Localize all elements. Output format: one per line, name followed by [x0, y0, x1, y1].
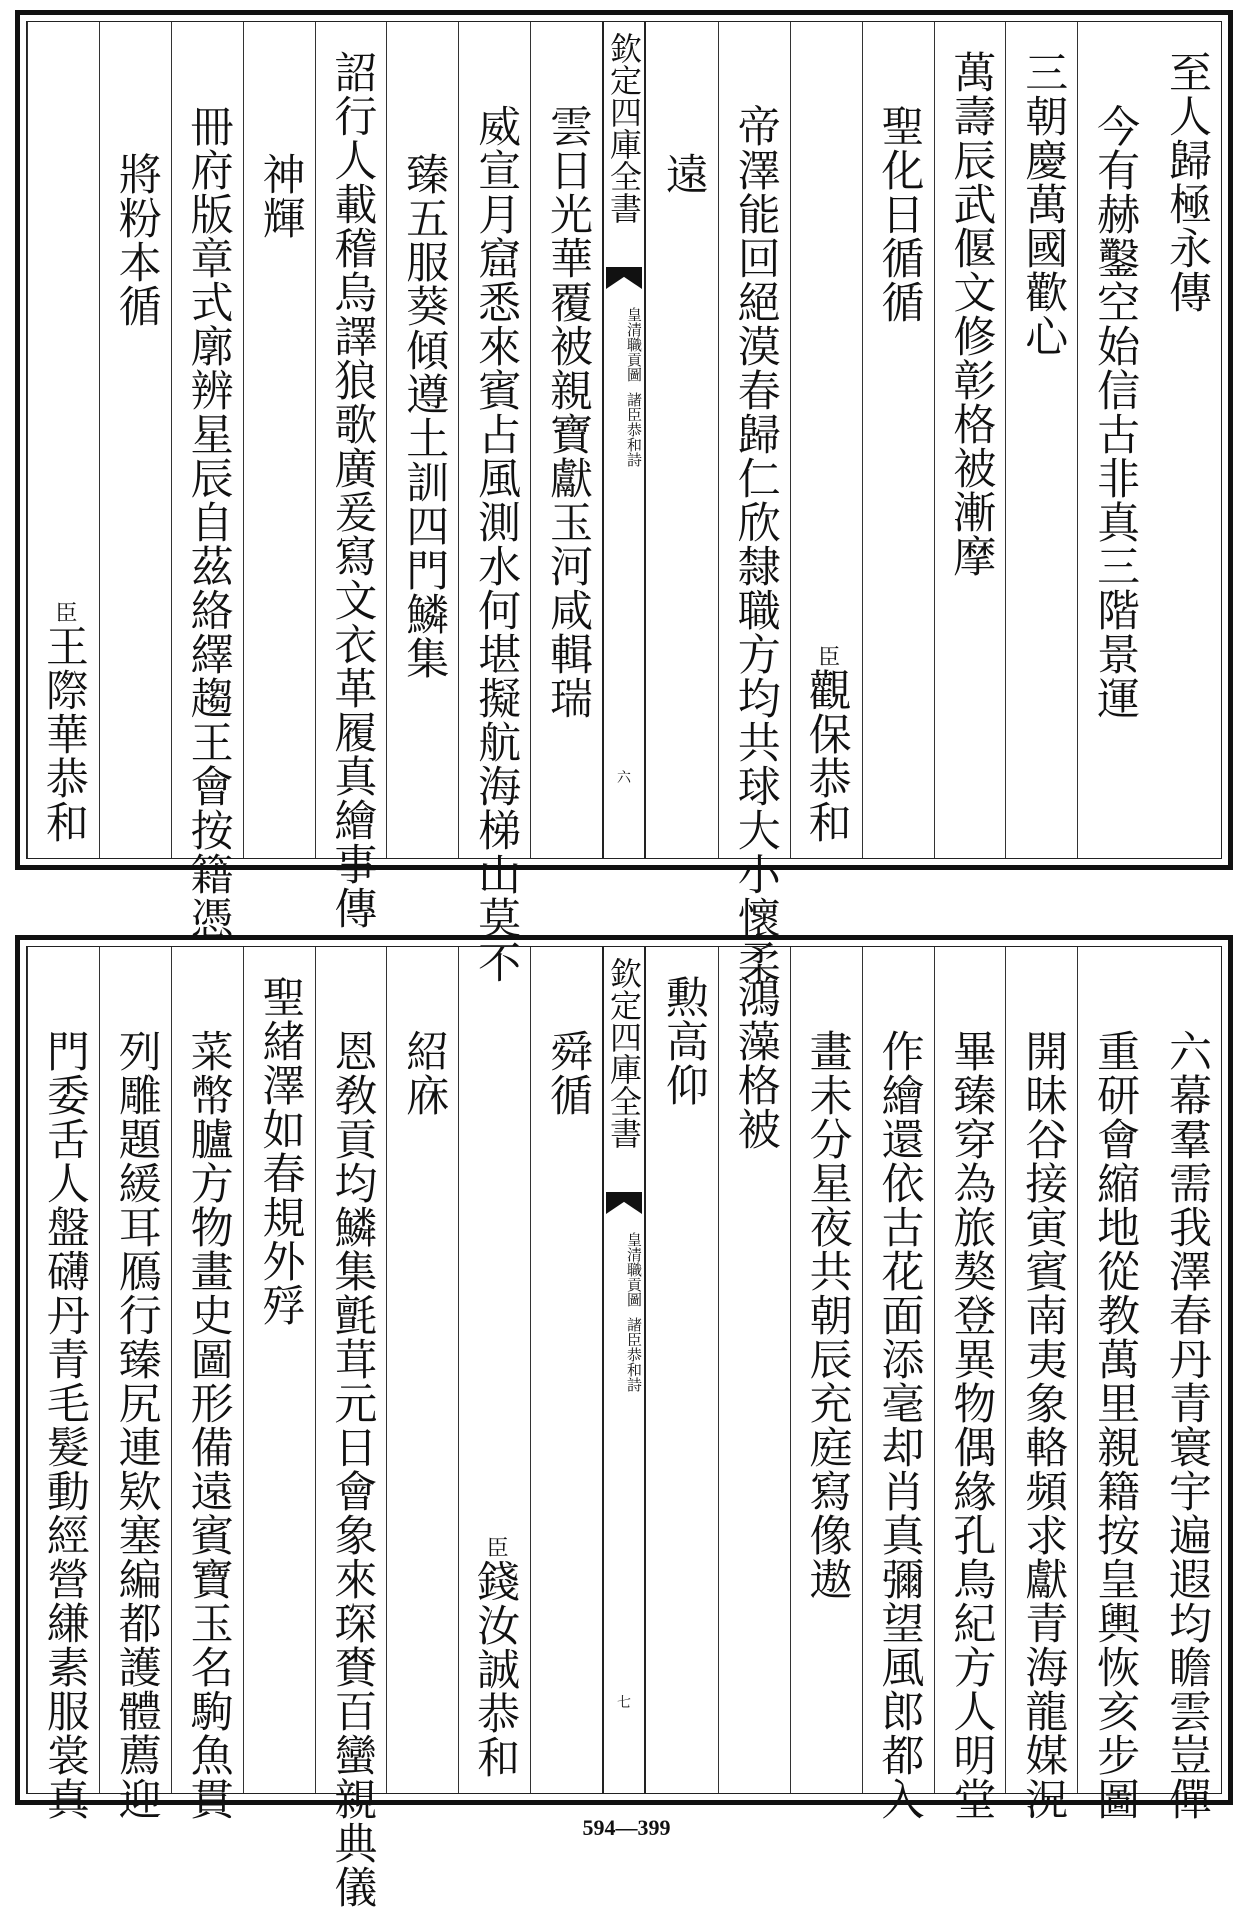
centre-fold-strip [602, 947, 646, 1793]
text-column [27, 22, 99, 858]
column-text: 三朝慶萬國歡心 [1018, 50, 1069, 358]
text-column [1077, 22, 1149, 858]
column-text: 詔行人載稽烏譯狼歌廣爰寫文衣革履真繪事傳 [327, 50, 378, 930]
signature [28, 601, 99, 844]
column-text: 勲高仰 [658, 975, 709, 1107]
column-text: 聖化日循循 [874, 104, 925, 324]
minister-name: 王際華恭和 [38, 624, 89, 844]
text-column [1077, 947, 1149, 1821]
text-column [386, 22, 458, 858]
text-column [790, 947, 862, 1793]
text-column [171, 947, 243, 1821]
collection-title: 欽定四庫全書 [605, 957, 643, 1149]
column-text: 神輝 [255, 152, 306, 240]
text-column [862, 947, 934, 1821]
text-column [646, 22, 718, 858]
text-column [934, 947, 1006, 1821]
text-column [458, 22, 530, 984]
text-column [171, 22, 243, 940]
minister-name: 錢汝誠恭和 [470, 1559, 521, 1779]
column-text: 冊府版章式廓辨星辰自茲絡繹趨王會按籍憑 [183, 104, 234, 940]
column-text: 萬壽辰武偃文修彰格被漸摩 [946, 50, 997, 578]
text-column [1005, 947, 1077, 1821]
column-text: 威宣月窟悉來賓占風測水何堪擬航海梯山莫不 [471, 104, 522, 984]
text-column [27, 947, 99, 1821]
top-page [15, 10, 1233, 984]
text-column [315, 22, 387, 930]
minister-name: 觀保恭和 [801, 668, 852, 844]
fishtail-mark [606, 1192, 642, 1214]
text-column [386, 947, 458, 1793]
text-column [1149, 947, 1221, 1821]
signature [791, 645, 862, 844]
book-title: 皇清職貢圖 [625, 307, 643, 382]
text-column [1005, 22, 1077, 858]
text-column [530, 947, 602, 1793]
text-column [243, 22, 315, 858]
text-column [934, 22, 1006, 858]
folio-number: 六 [617, 770, 631, 786]
column-text: 舜循 [543, 1029, 593, 1117]
text-column [790, 22, 862, 858]
fishtail-mark [606, 267, 642, 289]
column-text: 開昧谷接寅賓南夷象輅頻求獻青海龍媒況 [1018, 1029, 1069, 1821]
column-text: 將粉本循 [111, 152, 162, 328]
text-column [718, 947, 790, 1793]
centre-fold-strip [602, 22, 646, 858]
column-text: 畢臻穿為旅獒登異物偶緣孔鳥紀方人明堂 [946, 1029, 997, 1821]
section-title: 諸臣恭和詩 [625, 1317, 643, 1392]
minister-prefix: 臣 [814, 645, 840, 668]
book-title: 皇清職貢圖 [625, 1232, 643, 1307]
column-text: 雲日光華覆被親寶獻玉河咸輯瑞 [543, 104, 593, 720]
collection-title: 欽定四庫全書 [605, 32, 643, 224]
column-text: 今有赫鑿空始信古非真三階景運 [1090, 104, 1141, 720]
minister-prefix: 臣 [51, 601, 77, 624]
column-text: 鴻藻格被 [730, 975, 781, 1151]
text-column [99, 947, 171, 1821]
text-column [718, 22, 790, 984]
column-text: 臻五服葵傾遵土訓四門鱗集 [399, 152, 450, 680]
text-column [862, 22, 934, 858]
signature [459, 1536, 530, 1779]
text-column [458, 947, 530, 1793]
column-text: 聖緒澤如春規外殍 [255, 975, 306, 1327]
column-text: 遠 [658, 152, 709, 196]
column-text: 作繪還依古花面添毫却肖真彌望風郎都入 [874, 1029, 925, 1821]
column-text: 紹庥 [399, 1029, 450, 1117]
column-text: 門委舌人盤礴丹青毛髮動經營縑素服裳真 [39, 1029, 90, 1821]
column-text: 重研會縮地從教萬里親籍按皇輿恢亥步圖 [1090, 1029, 1141, 1821]
section-title: 諸臣恭和詩 [625, 392, 643, 467]
column-text: 畫未分星夜共朝辰充庭寫像遨 [802, 1029, 853, 1601]
text-column [1149, 22, 1221, 858]
folio-number: 七 [617, 1695, 631, 1711]
text-column [99, 22, 171, 858]
text-column [530, 22, 602, 858]
column-text: 列雕題緩耳鴈行臻尻連欵塞編都護體薦迎 [111, 1029, 162, 1821]
page-number-footer: 594—399 [582, 1815, 671, 1840]
column-text: 菜幣臚方物畫史圖形備遠賓寶玉名駒魚貫 [183, 1029, 234, 1821]
column-text: 至人歸極永傳 [1162, 50, 1212, 314]
column-text: 恩敎貢均鱗集氈茸元日會象來琛賚百蠻親典儀 [327, 1029, 378, 1909]
minister-prefix: 臣 [483, 1536, 509, 1559]
top-page-inner [26, 21, 1222, 984]
text-column [646, 947, 718, 1793]
text-column [243, 947, 315, 1793]
column-text: 六幕羣需我澤春丹青寰宇遍遐均瞻雲豈僤 [1162, 1029, 1212, 1821]
text-column [315, 947, 387, 1909]
column-text: 帝澤能回絕漠春歸仁欣隸職方均共球大小懷柔 [730, 104, 781, 984]
